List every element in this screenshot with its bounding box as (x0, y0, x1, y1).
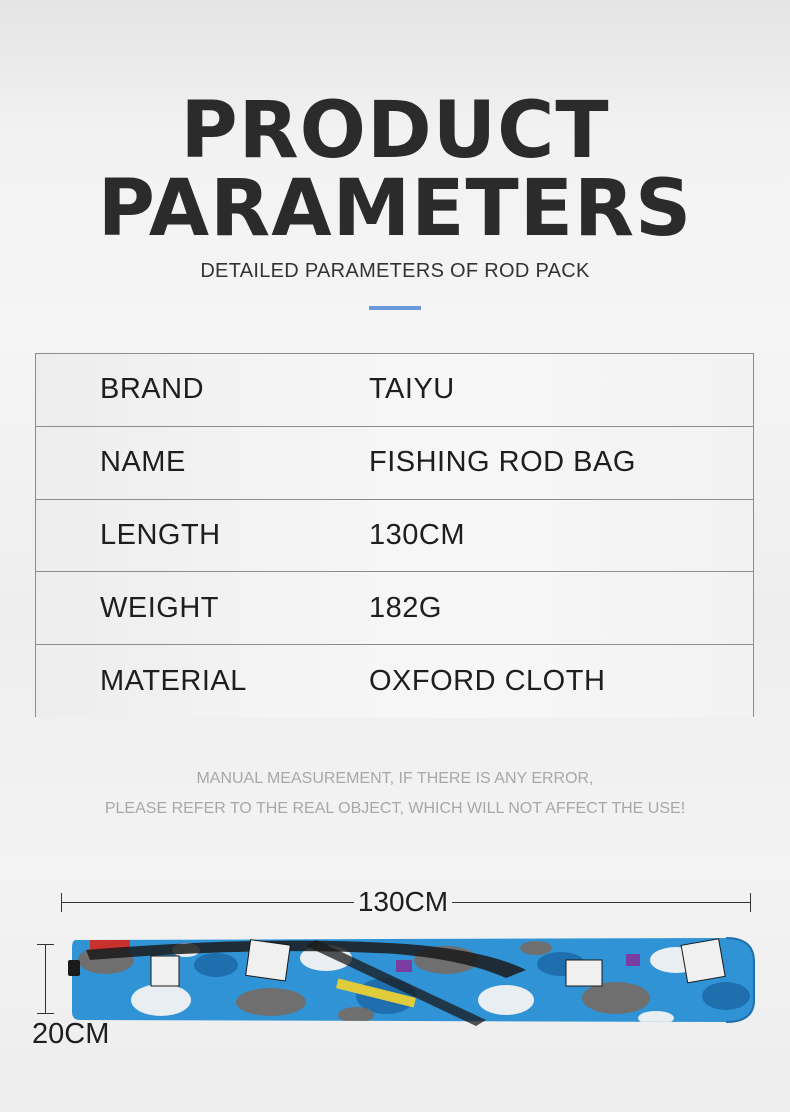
param-label: BRAND (100, 373, 205, 406)
table-row (36, 645, 753, 718)
accent-bar (369, 306, 421, 310)
table-row (36, 354, 753, 427)
width-dimension-tick-top (37, 944, 54, 945)
disclaimer-line-1: MANUAL MEASUREMENT, IF THERE IS ANY ERROR, (196, 770, 594, 787)
length-dimension-label: 130CM (357, 886, 449, 917)
parameters-table (35, 353, 754, 717)
param-value: 182G (369, 591, 442, 624)
length-dimension-line-left (61, 902, 354, 903)
width-dimension-tick-bottom (37, 1013, 54, 1014)
page-title-line-1: PRODUCT (180, 86, 610, 176)
length-dimension-tick-left (61, 893, 62, 912)
length-dimension-line-right (452, 902, 751, 903)
disclaimer-line-2: PLEASE REFER TO THE REAL OBJECT, WHICH WILL NOT AFFECT THE USE! (104, 800, 686, 817)
param-value: FISHING ROD BAG (369, 446, 636, 479)
rod-bag-image (66, 930, 760, 1030)
param-label: WEIGHT (100, 591, 219, 624)
param-label: LENGTH (100, 518, 221, 551)
table-row (36, 572, 753, 645)
param-value: 130CM (369, 518, 465, 551)
table-row (36, 427, 753, 500)
param-label: MATERIAL (100, 665, 247, 698)
width-dimension-line (45, 944, 46, 1014)
page-title-line-2: PARAMETERS (97, 164, 693, 254)
rod-bag-illustration (66, 930, 760, 1030)
param-value: TAIYU (369, 373, 455, 406)
page-subtitle: DETAILED PARAMETERS OF ROD PACK (200, 260, 590, 282)
width-dimension-label: 20CM (32, 1018, 110, 1050)
table-row (36, 500, 753, 573)
param-value: OXFORD CLOTH (369, 665, 606, 698)
param-label: NAME (100, 446, 186, 479)
length-dimension-tick-right (750, 893, 751, 912)
